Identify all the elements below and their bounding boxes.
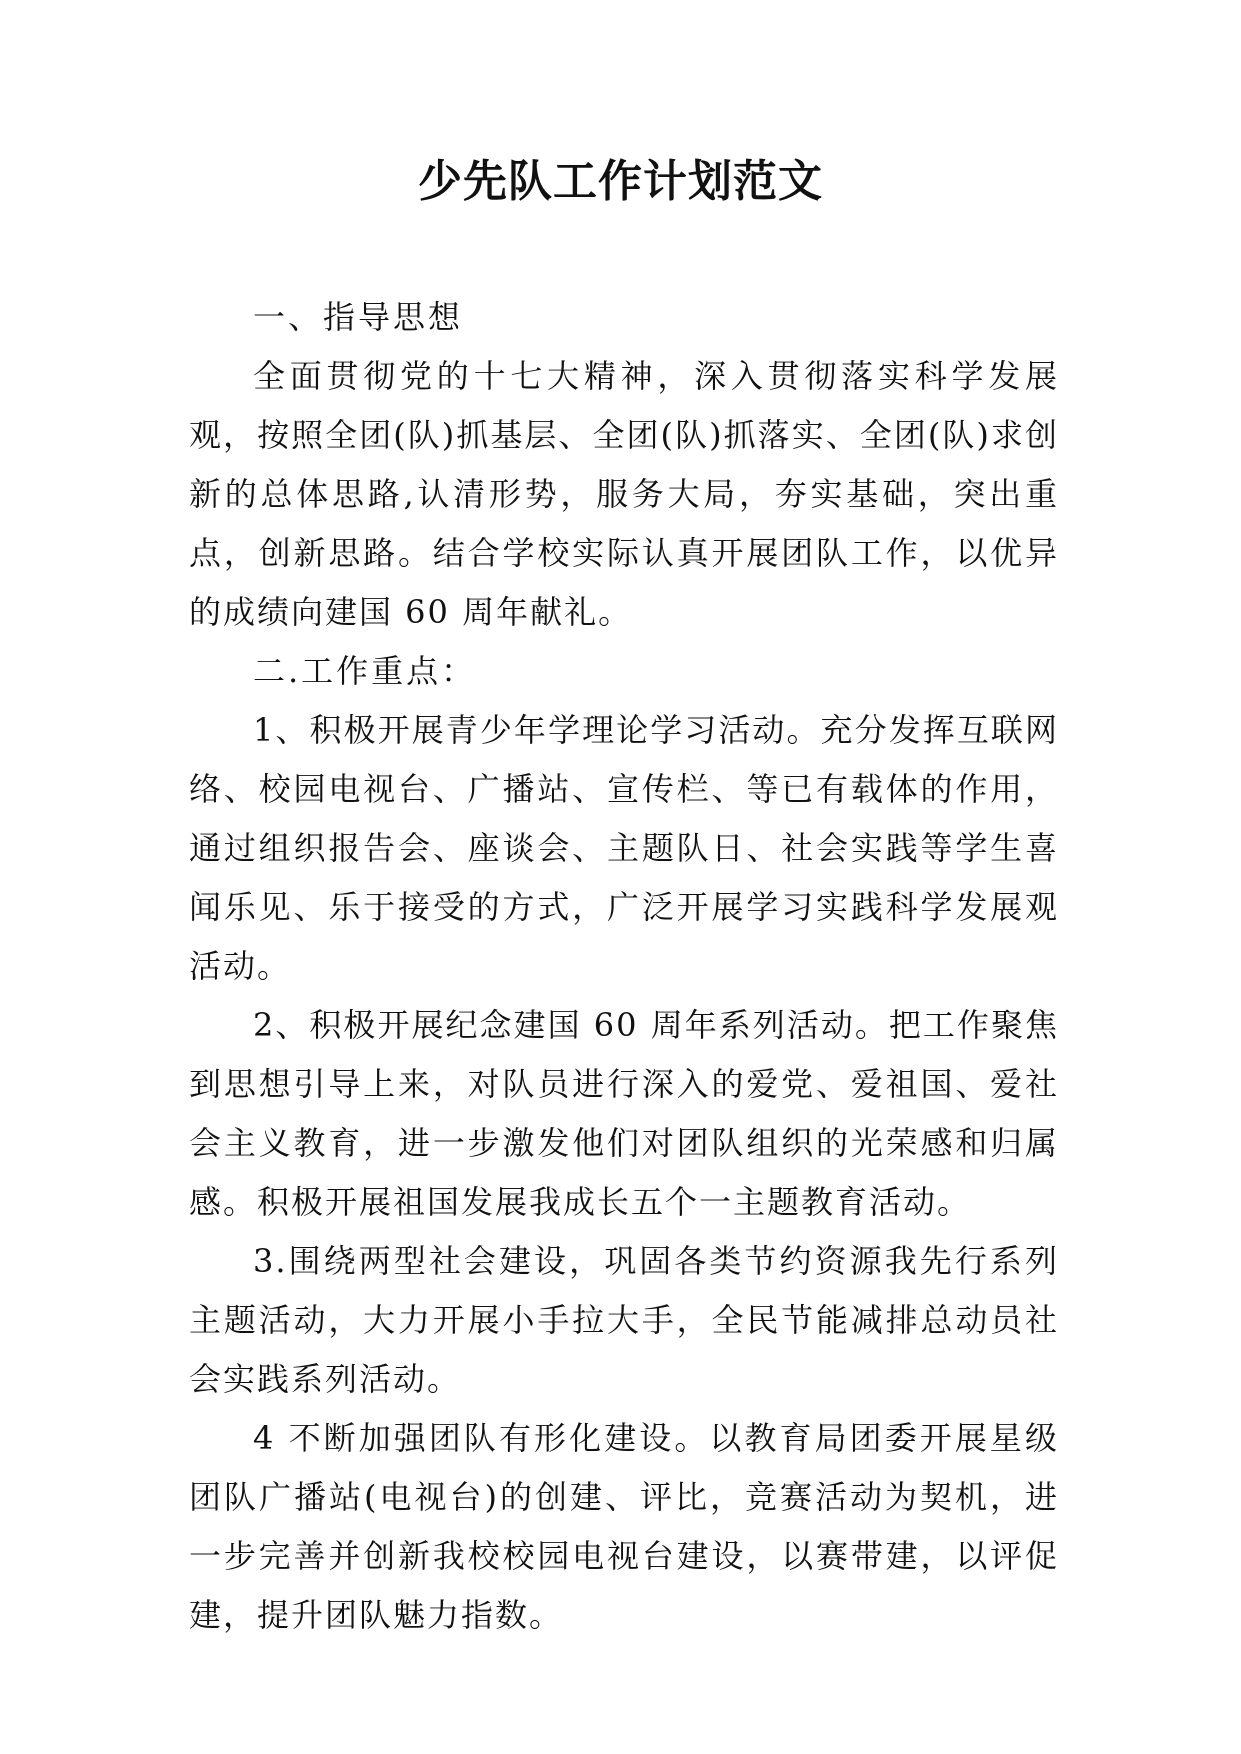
paragraph-item-4: 4 不断加强团队有形化建设。以教育局团委开展星级团队广播站(电视台)的创建、评比，竞赛活动为契机，进一步完善并创新我校校园电视台建设，以赛带建，以评促建，提升团队魅力指数。	[189, 1419, 1059, 1634]
paragraph-guiding-ideology: 全面贯彻党的十七大精神，深入贯彻落实科学发展观，按照全团(队)抓基层、全团(队)抓落实、全团(队)求创新的总体思路,认清形势，服务大局，夯实基础，突出重点，创新思路。结合学校实际认真开展团队工作，以优异的成绩向建国 60 周年献礼。	[189, 357, 1059, 631]
document-body	[189, 288, 1059, 1645]
section-heading-work-focus: 二.工作重点：	[253, 652, 477, 690]
paragraph-item-1: 1、积极开展青少年学理论学习活动。充分发挥互联网络、校园电视台、广播站、宣传栏、等已有载体的作用，通过组织报告会、座谈会、主题队日、社会实践等学生喜闻乐见、乐于接受的方式，广泛开展学习实践科学发展观活动。	[189, 711, 1059, 985]
paragraph-item-3: 3.围绕两型社会建设，巩固各类节约资源我先行系列主题活动，大力开展小手拉大手，全民节能减排总动员社会实践系列活动。	[189, 1242, 1059, 1398]
paragraph-item-2: 2、积极开展纪念建国 60 周年系列活动。把工作聚焦到思想引导上来，对队员进行深入的爱党、爱祖国、爱社会主义教育，进一步激发他们对团队组织的光荣感和归属感。积极开展祖国发展我成长五个一主题教育活动。	[189, 1006, 1059, 1221]
section-heading-guiding-ideology: 一、指导思想	[253, 298, 464, 336]
document-title: 少先队工作计划范文	[418, 156, 823, 207]
